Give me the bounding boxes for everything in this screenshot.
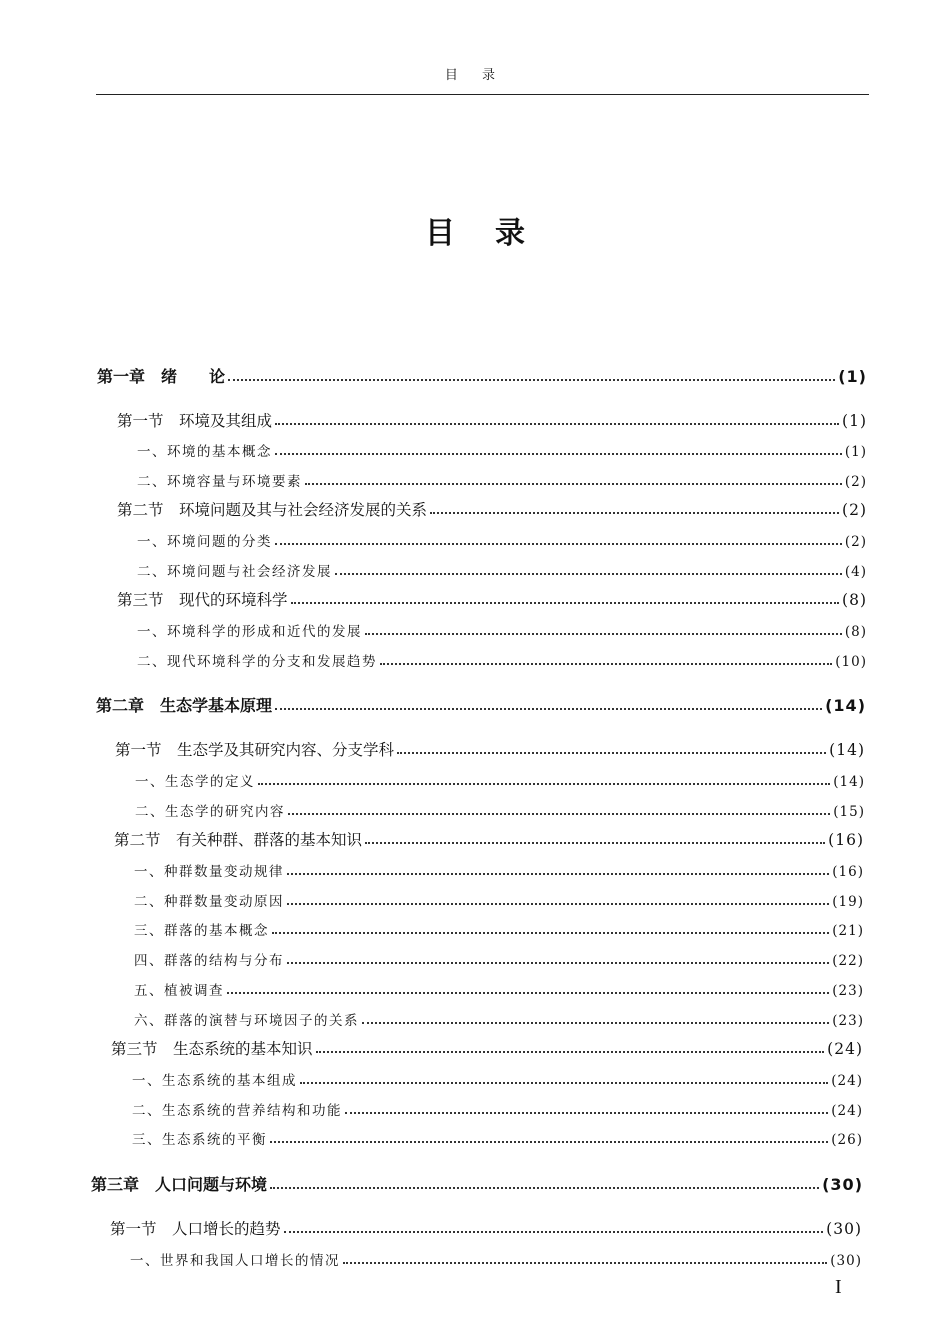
toc-page-number: (26) (831, 1132, 863, 1148)
toc-entry-label: 二、生态系统的营养结构和功能 (132, 1103, 342, 1119)
toc-entry-label: 第一节 人口增长的趋势 (110, 1220, 281, 1238)
toc-entry-label: 第一节 环境及其组成 (117, 412, 273, 430)
toc-section-row[interactable] (115, 738, 865, 760)
leader-dots (335, 573, 842, 575)
toc-page-number: (1) (844, 444, 867, 460)
leader-dots (275, 423, 839, 425)
toc-item-row[interactable] (134, 860, 864, 880)
toc-entry-label: 六、群落的演替与环境因子的关系 (134, 1013, 359, 1029)
toc-item-row[interactable] (132, 1069, 863, 1089)
leader-dots (288, 813, 830, 815)
toc-entry-label: 第三章 人口问题与环境 (91, 1175, 268, 1194)
leader-dots (272, 932, 829, 934)
toc-page-number: (24) (831, 1103, 863, 1119)
toc-page-number: (8) (842, 591, 867, 609)
leader-dots (343, 1262, 827, 1264)
toc-entry-label: 二、生态学的研究内容 (135, 804, 285, 820)
toc-item-row[interactable] (137, 530, 867, 550)
toc-page-number: (1) (838, 367, 867, 386)
leader-dots (287, 903, 829, 905)
toc-item-row[interactable] (134, 1009, 864, 1029)
toc-page-number: (14) (825, 696, 866, 715)
toc-entry-label: 四、群落的结构与分布 (134, 953, 284, 969)
leader-dots (365, 842, 825, 844)
toc-chapter-row[interactable] (97, 364, 867, 387)
toc-item-row[interactable] (134, 919, 864, 939)
toc-item-row[interactable] (137, 560, 867, 580)
toc-entry-label: 二、环境容量与环境要素 (137, 474, 302, 490)
leader-dots (362, 1022, 829, 1024)
toc-entry-label: 二、种群数量变动原因 (134, 894, 284, 910)
running-head: 目 录 (444, 68, 506, 83)
leader-dots (291, 602, 840, 604)
toc-page-number: (14) (829, 741, 865, 759)
toc-section-row[interactable] (114, 828, 864, 850)
toc-page-number: (24) (831, 1073, 863, 1089)
toc-item-row[interactable] (135, 800, 865, 820)
toc-entry-label: 第三节 生态系统的基本知识 (111, 1040, 313, 1058)
leader-dots (365, 633, 842, 635)
toc-entry-label: 一、生态系统的基本组成 (132, 1073, 297, 1089)
toc-chapter-row[interactable] (96, 693, 866, 716)
toc-item-row[interactable] (134, 979, 864, 999)
toc-page-number: (24) (827, 1040, 863, 1058)
toc-page-number: (2) (844, 534, 867, 550)
toc-chapter-row[interactable] (91, 1172, 863, 1195)
toc-item-row[interactable] (132, 1128, 863, 1148)
toc-section-row[interactable] (117, 588, 867, 610)
toc-page-number: (19) (832, 894, 864, 910)
toc-item-row[interactable] (137, 650, 867, 670)
toc-item-row[interactable] (137, 620, 867, 640)
leader-dots (270, 1141, 828, 1143)
toc-page-number: (15) (833, 804, 865, 820)
leader-dots (258, 783, 830, 785)
toc-page-number: (30) (826, 1220, 862, 1238)
leader-dots (270, 1187, 819, 1189)
leader-dots (316, 1051, 825, 1053)
toc-page-number: (16) (832, 864, 864, 880)
toc-entry-label: 第一节 生态学及其研究内容、分支学科 (115, 741, 395, 759)
toc-page-number: (2) (842, 501, 867, 519)
leader-dots (345, 1112, 828, 1114)
toc-entry-label: 三、群落的基本概念 (134, 923, 269, 939)
toc-entry-label: 一、世界和我国人口增长的情况 (130, 1253, 340, 1269)
leader-dots (397, 752, 826, 754)
toc-item-row[interactable] (134, 949, 864, 969)
leader-dots (430, 512, 839, 514)
leader-dots (287, 873, 829, 875)
toc-entry-label: 第一章 绪 论 (97, 367, 226, 386)
leader-dots (275, 543, 842, 545)
leader-dots (305, 483, 842, 485)
toc-page-number: (23) (832, 983, 864, 999)
toc-item-row[interactable] (130, 1249, 862, 1269)
leader-dots (287, 962, 829, 964)
toc-section-row[interactable] (117, 498, 867, 520)
leader-dots (380, 663, 832, 665)
leader-dots (275, 708, 822, 710)
toc-item-row[interactable] (134, 890, 864, 910)
toc-item-row[interactable] (135, 770, 865, 790)
leader-dots (300, 1082, 828, 1084)
page-folio: I (835, 1276, 842, 1298)
toc-item-row[interactable] (137, 470, 867, 490)
page-title: 目录 (425, 216, 565, 251)
toc-entry-label: 一、环境问题的分类 (137, 534, 272, 550)
toc-page-number: (8) (844, 624, 867, 640)
toc-entry-label: 一、环境的基本概念 (137, 444, 272, 460)
toc-entry-label: 一、生态学的定义 (135, 774, 255, 790)
leader-dots (228, 379, 835, 381)
toc-page-number: (1) (842, 412, 867, 430)
toc-page-number: (21) (832, 923, 864, 939)
toc-entry-label: 第二节 环境问题及其与社会经济发展的关系 (117, 501, 428, 519)
toc-entry-label: 二、环境问题与社会经济发展 (137, 564, 332, 580)
toc-page-number: (22) (832, 953, 864, 969)
leader-dots (284, 1231, 824, 1233)
toc-section-row[interactable] (117, 409, 867, 431)
toc-section-row[interactable] (110, 1217, 862, 1239)
toc-entry-label: 第三节 现代的环境科学 (117, 591, 288, 609)
toc-item-row[interactable] (132, 1099, 863, 1119)
toc-page-number: (16) (828, 831, 864, 849)
toc-item-row[interactable] (137, 440, 867, 460)
toc-page-number: (10) (835, 654, 867, 670)
leader-dots (227, 992, 829, 994)
toc-page-number: (4) (844, 564, 867, 580)
toc-page-number: (14) (833, 774, 865, 790)
toc-entry-label: 一、环境科学的形成和近代的发展 (137, 624, 362, 640)
toc-section-row[interactable] (111, 1037, 863, 1059)
toc-page-number: (2) (844, 474, 867, 490)
toc-entry-label: 第二章 生态学基本原理 (96, 696, 273, 715)
toc-entry-label: 一、种群数量变动规律 (134, 864, 284, 880)
toc-page-number: (23) (832, 1013, 864, 1029)
toc-page-number: (30) (822, 1175, 863, 1194)
toc-entry-label: 五、植被调查 (134, 983, 224, 999)
toc-page-number: (30) (830, 1253, 862, 1269)
toc-entry-label: 三、生态系统的平衡 (132, 1132, 267, 1148)
toc-entry-label: 第二节 有关种群、群落的基本知识 (114, 831, 363, 849)
leader-dots (275, 453, 842, 455)
toc-entry-label: 二、现代环境科学的分支和发展趋势 (137, 654, 377, 670)
